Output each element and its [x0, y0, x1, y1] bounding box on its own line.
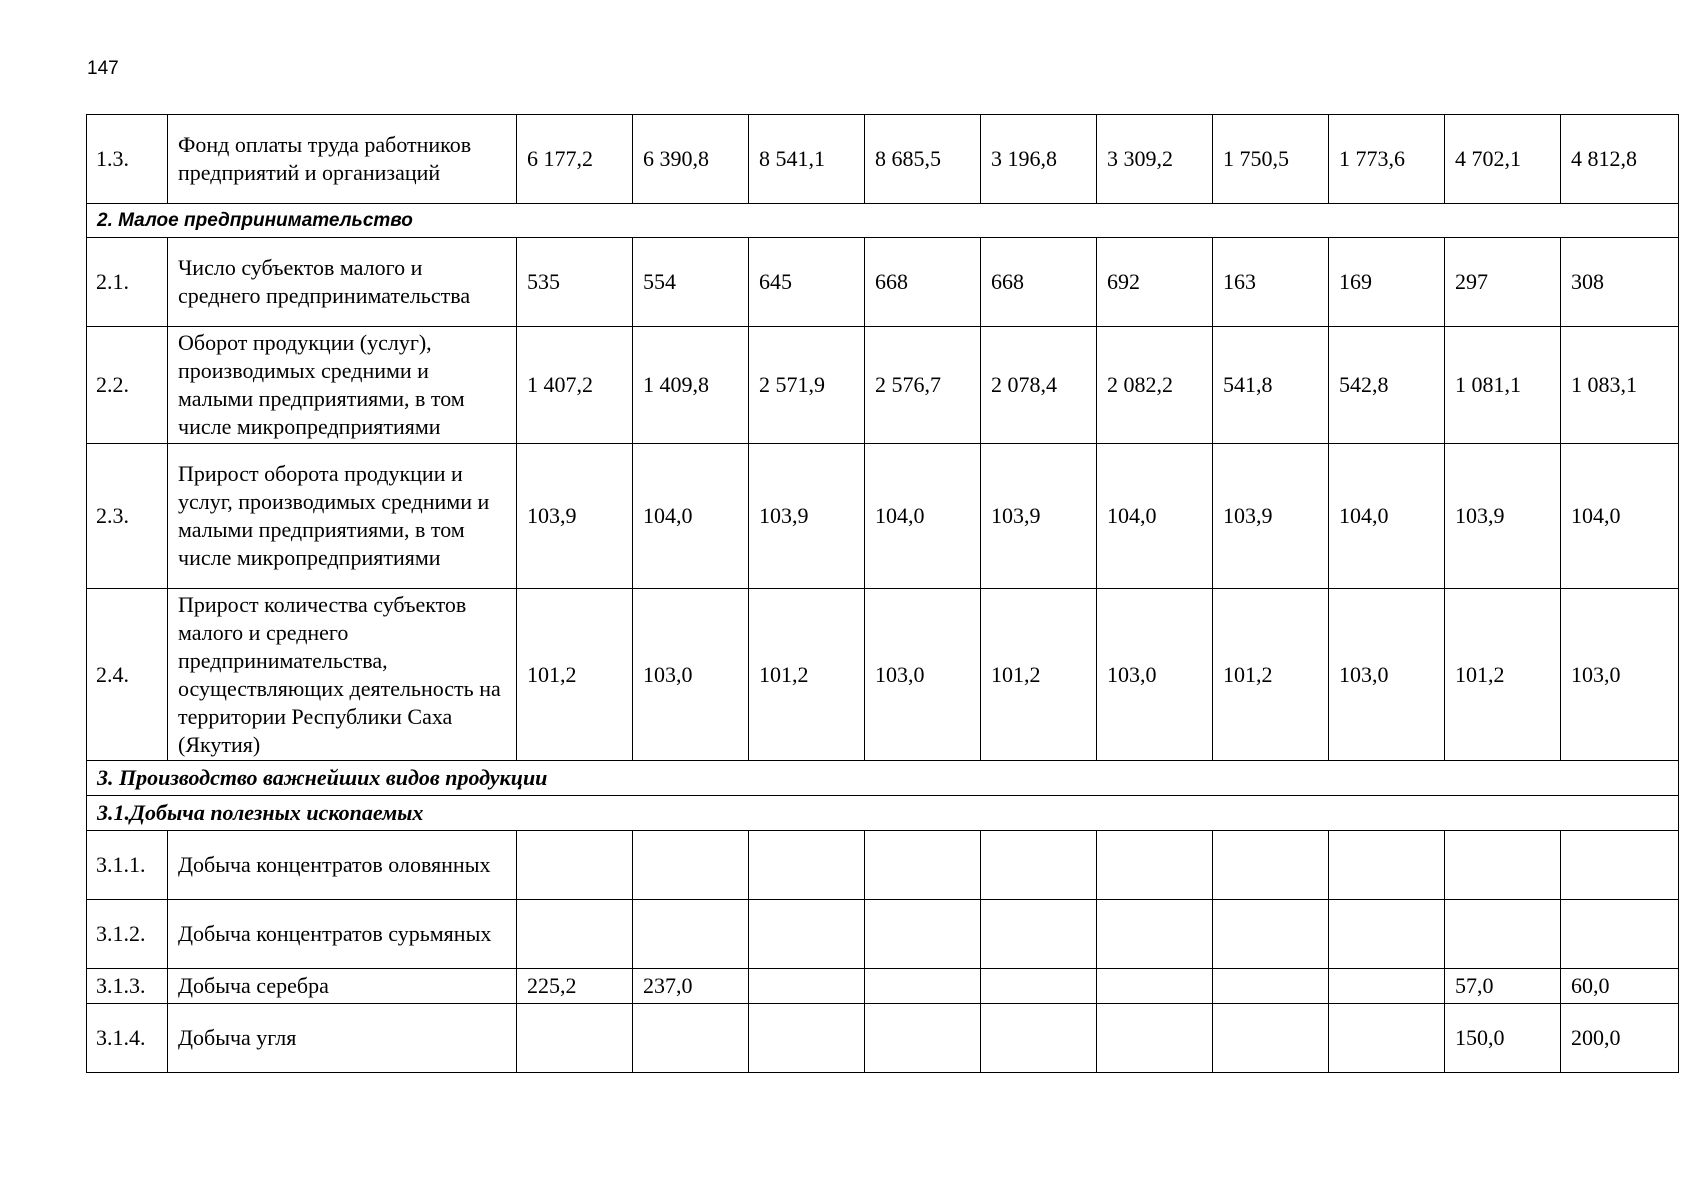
indicator-table: [86, 114, 1679, 1073]
section-title: 3.1.Добыча полезных ископаемых: [87, 796, 1679, 831]
section-header-row: [87, 761, 1679, 796]
table-row: [87, 1004, 1679, 1073]
row-number: 2.3.: [87, 444, 168, 589]
value-cell: 4 702,1: [1445, 115, 1561, 204]
value-cell: 2 078,4: [981, 327, 1097, 444]
value-cell: 57,0: [1445, 969, 1561, 1004]
indicator-name: Добыча серебра: [168, 969, 517, 1004]
section-header-row: [87, 796, 1679, 831]
value-cell: [749, 900, 865, 969]
value-cell: 3 196,8: [981, 115, 1097, 204]
value-cell: 104,0: [865, 444, 981, 589]
indicator-name: Прирост количества субъектов малого и среднего предпринимательства, осуществляющих деятельность на территории Республики Саха (Якутия): [168, 589, 517, 761]
value-cell: 668: [865, 238, 981, 327]
value-cell: [1213, 831, 1329, 900]
value-cell: 1 409,8: [633, 327, 749, 444]
value-cell: [1445, 831, 1561, 900]
value-cell: [1329, 900, 1445, 969]
value-cell: [1329, 831, 1445, 900]
row-number: 2.1.: [87, 238, 168, 327]
row-number: 2.4.: [87, 589, 168, 761]
value-cell: [981, 900, 1097, 969]
table-row: [87, 900, 1679, 969]
table-row: [87, 444, 1679, 589]
value-cell: [865, 831, 981, 900]
value-cell: 104,0: [1097, 444, 1213, 589]
value-cell: [865, 900, 981, 969]
page-number: 147: [87, 58, 119, 79]
value-cell: [1561, 831, 1679, 900]
value-cell: 541,8: [1213, 327, 1329, 444]
value-cell: 103,0: [865, 589, 981, 761]
value-cell: 225,2: [517, 969, 633, 1004]
table-row: [87, 831, 1679, 900]
value-cell: [1445, 900, 1561, 969]
value-cell: 104,0: [633, 444, 749, 589]
table-body: [87, 115, 1679, 1073]
value-cell: 542,8: [1329, 327, 1445, 444]
section-title: 3. Производство важнейших видов продукции: [87, 761, 1679, 796]
value-cell: 103,9: [517, 444, 633, 589]
value-cell: 1 083,1: [1561, 327, 1679, 444]
value-cell: 668: [981, 238, 1097, 327]
value-cell: [981, 831, 1097, 900]
value-cell: [981, 1004, 1097, 1073]
row-number: 3.1.2.: [87, 900, 168, 969]
indicator-name: Добыча концентратов сурьмяных: [168, 900, 517, 969]
value-cell: 8 541,1: [749, 115, 865, 204]
value-cell: 169: [1329, 238, 1445, 327]
value-cell: 2 082,2: [1097, 327, 1213, 444]
row-number: 3.1.3.: [87, 969, 168, 1004]
value-cell: 103,9: [749, 444, 865, 589]
value-cell: 8 685,5: [865, 115, 981, 204]
value-cell: 104,0: [1561, 444, 1679, 589]
table-row: [87, 969, 1679, 1004]
value-cell: 535: [517, 238, 633, 327]
value-cell: [981, 969, 1097, 1004]
value-cell: 150,0: [1445, 1004, 1561, 1073]
value-cell: [1329, 969, 1445, 1004]
value-cell: 2 571,9: [749, 327, 865, 444]
value-cell: [1213, 969, 1329, 1004]
value-cell: 101,2: [517, 589, 633, 761]
value-cell: 1 407,2: [517, 327, 633, 444]
value-cell: 1 081,1: [1445, 327, 1561, 444]
value-cell: [865, 969, 981, 1004]
value-cell: [749, 1004, 865, 1073]
value-cell: 3 309,2: [1097, 115, 1213, 204]
value-cell: 103,0: [1329, 589, 1445, 761]
value-cell: 163: [1213, 238, 1329, 327]
value-cell: 692: [1097, 238, 1213, 327]
section-title: 2. Малое предпринимательство: [87, 204, 1679, 238]
value-cell: 103,0: [1097, 589, 1213, 761]
value-cell: 103,0: [633, 589, 749, 761]
value-cell: 297: [1445, 238, 1561, 327]
value-cell: [865, 1004, 981, 1073]
value-cell: [1097, 831, 1213, 900]
value-cell: 6 390,8: [633, 115, 749, 204]
table-row: [87, 589, 1679, 761]
value-cell: [1097, 900, 1213, 969]
indicator-name: Добыча угля: [168, 1004, 517, 1073]
value-cell: 308: [1561, 238, 1679, 327]
value-cell: 101,2: [981, 589, 1097, 761]
section-header-row: [87, 204, 1679, 238]
value-cell: 101,2: [1213, 589, 1329, 761]
row-number: 3.1.1.: [87, 831, 168, 900]
value-cell: [633, 831, 749, 900]
value-cell: 645: [749, 238, 865, 327]
value-cell: 60,0: [1561, 969, 1679, 1004]
indicator-name: Добыча концентратов оловянных: [168, 831, 517, 900]
value-cell: 103,9: [1445, 444, 1561, 589]
value-cell: 1 750,5: [1213, 115, 1329, 204]
value-cell: [1213, 900, 1329, 969]
indicator-name: Фонд оплаты труда работников предприятий и организаций: [168, 115, 517, 204]
value-cell: 554: [633, 238, 749, 327]
value-cell: [1561, 900, 1679, 969]
value-cell: [517, 831, 633, 900]
value-cell: 103,0: [1561, 589, 1679, 761]
row-number: 1.3.: [87, 115, 168, 204]
value-cell: 1 773,6: [1329, 115, 1445, 204]
value-cell: [1097, 1004, 1213, 1073]
value-cell: [517, 900, 633, 969]
value-cell: 2 576,7: [865, 327, 981, 444]
value-cell: [749, 969, 865, 1004]
table-row: [87, 115, 1679, 204]
value-cell: [633, 900, 749, 969]
indicator-name: Прирост оборота продукции и услуг, производимых средними и малыми предприятиями, в том числе микропредприятиями: [168, 444, 517, 589]
table-row: [87, 238, 1679, 327]
row-number: 3.1.4.: [87, 1004, 168, 1073]
value-cell: 104,0: [1329, 444, 1445, 589]
value-cell: [1329, 1004, 1445, 1073]
value-cell: [1213, 1004, 1329, 1073]
table-row: [87, 327, 1679, 444]
value-cell: 101,2: [749, 589, 865, 761]
value-cell: 4 812,8: [1561, 115, 1679, 204]
value-cell: [633, 1004, 749, 1073]
value-cell: [517, 1004, 633, 1073]
value-cell: 103,9: [981, 444, 1097, 589]
row-number: 2.2.: [87, 327, 168, 444]
indicator-name: Оборот продукции (услуг), производимых средними и малыми предприятиями, в том числе микропредприятиями: [168, 327, 517, 444]
value-cell: 200,0: [1561, 1004, 1679, 1073]
value-cell: [749, 831, 865, 900]
indicator-name: Число субъектов малого и среднего предпринимательства: [168, 238, 517, 327]
value-cell: 237,0: [633, 969, 749, 1004]
value-cell: 6 177,2: [517, 115, 633, 204]
value-cell: [1097, 969, 1213, 1004]
value-cell: 103,9: [1213, 444, 1329, 589]
value-cell: 101,2: [1445, 589, 1561, 761]
